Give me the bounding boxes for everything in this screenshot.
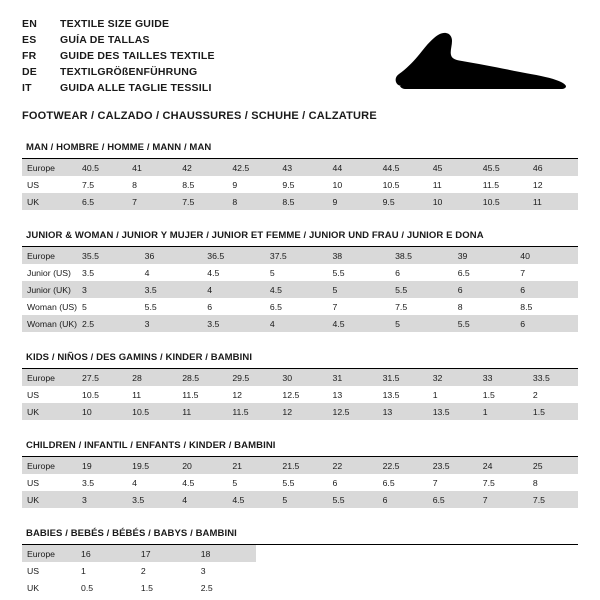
cell: 9 xyxy=(328,193,378,210)
cell: 4 xyxy=(140,264,203,281)
row-label: US xyxy=(22,176,77,193)
cell: 9.5 xyxy=(378,193,428,210)
cell: 7 xyxy=(127,193,177,210)
cell: 3.5 xyxy=(77,264,140,281)
cell: 8.5 xyxy=(177,176,227,193)
cell: 6 xyxy=(453,281,516,298)
cell: 29.5 xyxy=(227,369,277,386)
table-row xyxy=(22,281,578,298)
cell: 7 xyxy=(478,491,528,508)
section-kids xyxy=(22,352,578,420)
cell: 31 xyxy=(328,369,378,386)
cell: 5.5 xyxy=(277,474,327,491)
cell: 11.5 xyxy=(478,176,528,193)
cell: 10.5 xyxy=(127,403,177,420)
cell: 40 xyxy=(515,247,578,264)
table-row xyxy=(22,562,256,579)
cell: 24 xyxy=(478,457,528,474)
cell: 19.5 xyxy=(127,457,177,474)
cell: 37.5 xyxy=(265,247,328,264)
language-title: GUIDE DES TAILLES TEXTILE xyxy=(60,50,215,62)
cell: 3.5 xyxy=(140,281,203,298)
table-row xyxy=(22,403,578,420)
cell: 12 xyxy=(277,403,327,420)
cell: 10.5 xyxy=(378,176,428,193)
cell: 8 xyxy=(127,176,177,193)
size-table-children xyxy=(22,457,578,508)
cell: 5 xyxy=(277,491,327,508)
cell: 19 xyxy=(77,457,127,474)
language-code: DE xyxy=(22,66,37,78)
cell: 4.5 xyxy=(327,315,390,332)
row-label: Europe xyxy=(22,545,76,562)
cell: 45 xyxy=(428,159,478,176)
cell: 11 xyxy=(177,403,227,420)
cell: 12 xyxy=(227,386,277,403)
cell: 4.5 xyxy=(177,474,227,491)
row-label: UK xyxy=(22,403,77,420)
cell: 17 xyxy=(136,545,196,562)
row-label: Junior (US) xyxy=(22,264,77,281)
cell: 16 xyxy=(76,545,136,562)
section-man xyxy=(22,142,578,210)
section-title: MAN / HOMBRE / HOMME / MANN / MAN xyxy=(22,142,578,159)
cell: 5.5 xyxy=(327,264,390,281)
row-label: UK xyxy=(22,491,77,508)
header xyxy=(22,16,578,122)
cell: 4.5 xyxy=(227,491,277,508)
size-table-junior-woman xyxy=(22,247,578,332)
cell: 7.5 xyxy=(528,491,578,508)
cell: 11 xyxy=(428,176,478,193)
cell: 44.5 xyxy=(378,159,428,176)
cell: 7 xyxy=(327,298,390,315)
section-junior-woman xyxy=(22,230,578,332)
row-label: UK xyxy=(22,579,76,596)
cell: 21 xyxy=(227,457,277,474)
cell: 4 xyxy=(265,315,328,332)
cell: 8.5 xyxy=(515,298,578,315)
cell: 42 xyxy=(177,159,227,176)
table-row xyxy=(22,369,578,386)
cell: 0.5 xyxy=(76,579,136,596)
cell: 35.5 xyxy=(77,247,140,264)
cell: 12 xyxy=(528,176,578,193)
cell: 1 xyxy=(428,386,478,403)
table-row xyxy=(22,193,578,210)
table-row xyxy=(22,491,578,508)
table-row xyxy=(22,474,578,491)
cell: 10.5 xyxy=(478,193,528,210)
section-title: CHILDREN / INFANTIL / ENFANTS / KINDER / BAMBINI xyxy=(22,440,578,457)
cell: 40.5 xyxy=(77,159,127,176)
table-row xyxy=(22,298,578,315)
table-row xyxy=(22,176,578,193)
cell: 46 xyxy=(528,159,578,176)
cell: 6.5 xyxy=(265,298,328,315)
size-table-man xyxy=(22,159,578,210)
cell: 38.5 xyxy=(390,247,453,264)
cell: 5 xyxy=(227,474,277,491)
cell: 36.5 xyxy=(202,247,265,264)
cell: 5 xyxy=(265,264,328,281)
row-label: UK xyxy=(22,193,77,210)
cell: 41 xyxy=(127,159,177,176)
cell: 27.5 xyxy=(77,369,127,386)
cell: 6.5 xyxy=(77,193,127,210)
section-babies xyxy=(22,528,578,596)
cell: 7.5 xyxy=(77,176,127,193)
cell: 8.5 xyxy=(277,193,327,210)
cell: 2 xyxy=(528,386,578,403)
size-table-kids xyxy=(22,369,578,420)
cell: 11 xyxy=(528,193,578,210)
cell: 6 xyxy=(378,491,428,508)
row-label: Europe xyxy=(22,457,77,474)
cell: 3.5 xyxy=(77,474,127,491)
table-row xyxy=(22,545,256,562)
cell: 12.5 xyxy=(328,403,378,420)
cell: 21.5 xyxy=(277,457,327,474)
row-label: Europe xyxy=(22,159,77,176)
cell: 6.5 xyxy=(428,491,478,508)
cell: 6 xyxy=(328,474,378,491)
row-label: Europe xyxy=(22,369,77,386)
cell: 33 xyxy=(478,369,528,386)
cell: 10 xyxy=(428,193,478,210)
cell: 2.5 xyxy=(77,315,140,332)
cell: 1.5 xyxy=(528,403,578,420)
cell: 8 xyxy=(453,298,516,315)
cell: 5.5 xyxy=(390,281,453,298)
cell: 7.5 xyxy=(177,193,227,210)
section-children xyxy=(22,440,578,508)
cell: 6 xyxy=(515,281,578,298)
cell: 5.5 xyxy=(140,298,203,315)
cell: 6.5 xyxy=(453,264,516,281)
cell: 39 xyxy=(453,247,516,264)
cell: 5.5 xyxy=(328,491,378,508)
language-title: TEXTILE SIZE GUIDE xyxy=(60,18,170,30)
cell: 1 xyxy=(478,403,528,420)
cell: 3 xyxy=(77,281,140,298)
cell: 7.5 xyxy=(390,298,453,315)
cell: 3 xyxy=(77,491,127,508)
row-label: Woman (US) xyxy=(22,298,77,315)
row-label: Europe xyxy=(22,247,77,264)
language-title: GUÍA DE TALLAS xyxy=(60,34,150,46)
cell: 43 xyxy=(277,159,327,176)
cell: 10 xyxy=(77,403,127,420)
cell: 33.5 xyxy=(528,369,578,386)
cell: 8 xyxy=(227,193,277,210)
cell: 1 xyxy=(76,562,136,579)
section-title: KIDS / NIÑOS / DES GAMINS / KINDER / BAMBINI xyxy=(22,352,578,369)
cell: 11 xyxy=(127,386,177,403)
cell: 13 xyxy=(328,386,378,403)
cell: 20 xyxy=(177,457,227,474)
cell: 6 xyxy=(390,264,453,281)
cell: 4.5 xyxy=(202,264,265,281)
section-title: BABIES / BEBÉS / BÉBÉS / BABYS / BAMBINI xyxy=(22,528,578,545)
cell: 18 xyxy=(196,545,256,562)
cell: 3 xyxy=(140,315,203,332)
cell: 42.5 xyxy=(227,159,277,176)
language-title: TEXTILGRÖßENFÜHRUNG xyxy=(60,66,198,78)
cell: 13.5 xyxy=(378,386,428,403)
cell: 11.5 xyxy=(177,386,227,403)
cell: 45.5 xyxy=(478,159,528,176)
language-code: FR xyxy=(22,50,37,62)
dress-shoe-silhouette-icon xyxy=(390,30,570,100)
cell: 8 xyxy=(528,474,578,491)
cell: 1.5 xyxy=(136,579,196,596)
cell: 32 xyxy=(428,369,478,386)
table-row xyxy=(22,159,578,176)
table-row xyxy=(22,247,578,264)
row-label: US xyxy=(22,386,77,403)
language-title: GUIDA ALLE TAGLIE TESSILI xyxy=(60,82,212,94)
table-row xyxy=(22,386,578,403)
language-code: ES xyxy=(22,34,37,46)
cell: 5 xyxy=(77,298,140,315)
cell: 3 xyxy=(196,562,256,579)
cell: 4 xyxy=(202,281,265,298)
cell: 25 xyxy=(528,457,578,474)
cell: 6 xyxy=(202,298,265,315)
size-table-babies xyxy=(22,545,256,596)
cell: 3.5 xyxy=(202,315,265,332)
table-row xyxy=(22,315,578,332)
cell: 4 xyxy=(127,474,177,491)
table-row xyxy=(22,457,578,474)
cell: 10 xyxy=(328,176,378,193)
table-row xyxy=(22,579,256,596)
cell: 5 xyxy=(390,315,453,332)
cell: 4 xyxy=(177,491,227,508)
cell: 38 xyxy=(327,247,390,264)
cell: 30 xyxy=(277,369,327,386)
cell: 7 xyxy=(428,474,478,491)
cell: 13 xyxy=(378,403,428,420)
cell: 4.5 xyxy=(265,281,328,298)
cell: 10.5 xyxy=(77,386,127,403)
language-code: IT xyxy=(22,82,32,94)
cell: 5 xyxy=(327,281,390,298)
cell: 36 xyxy=(140,247,203,264)
row-label: US xyxy=(22,562,76,579)
section-title: JUNIOR & WOMAN / JUNIOR Y MUJER / JUNIOR ET FEMME / JUNIOR UND FRAU / JUNIOR E DONA xyxy=(22,230,578,247)
cell: 1.5 xyxy=(478,386,528,403)
cell: 11.5 xyxy=(227,403,277,420)
cell: 28 xyxy=(127,369,177,386)
cell: 6.5 xyxy=(378,474,428,491)
cell: 22.5 xyxy=(378,457,428,474)
cell: 2 xyxy=(136,562,196,579)
cell: 44 xyxy=(328,159,378,176)
cell: 31.5 xyxy=(378,369,428,386)
language-code: EN xyxy=(22,18,37,30)
cell: 13.5 xyxy=(428,403,478,420)
cell: 23.5 xyxy=(428,457,478,474)
row-label: US xyxy=(22,474,77,491)
row-label: Woman (UK) xyxy=(22,315,77,332)
cell: 28.5 xyxy=(177,369,227,386)
cell: 22 xyxy=(328,457,378,474)
cell: 7.5 xyxy=(478,474,528,491)
cell: 7 xyxy=(515,264,578,281)
cell: 3.5 xyxy=(127,491,177,508)
cell: 6 xyxy=(515,315,578,332)
cell: 5.5 xyxy=(453,315,516,332)
cell: 12.5 xyxy=(277,386,327,403)
row-label: Junior (UK) xyxy=(22,281,77,298)
table-row xyxy=(22,264,578,281)
cell: 2.5 xyxy=(196,579,256,596)
cell: 9 xyxy=(227,176,277,193)
cell: 9.5 xyxy=(277,176,327,193)
footwear-heading: FOOTWEAR / CALZADO / CHAUSSURES / SCHUHE / CALZATURE xyxy=(22,110,377,122)
